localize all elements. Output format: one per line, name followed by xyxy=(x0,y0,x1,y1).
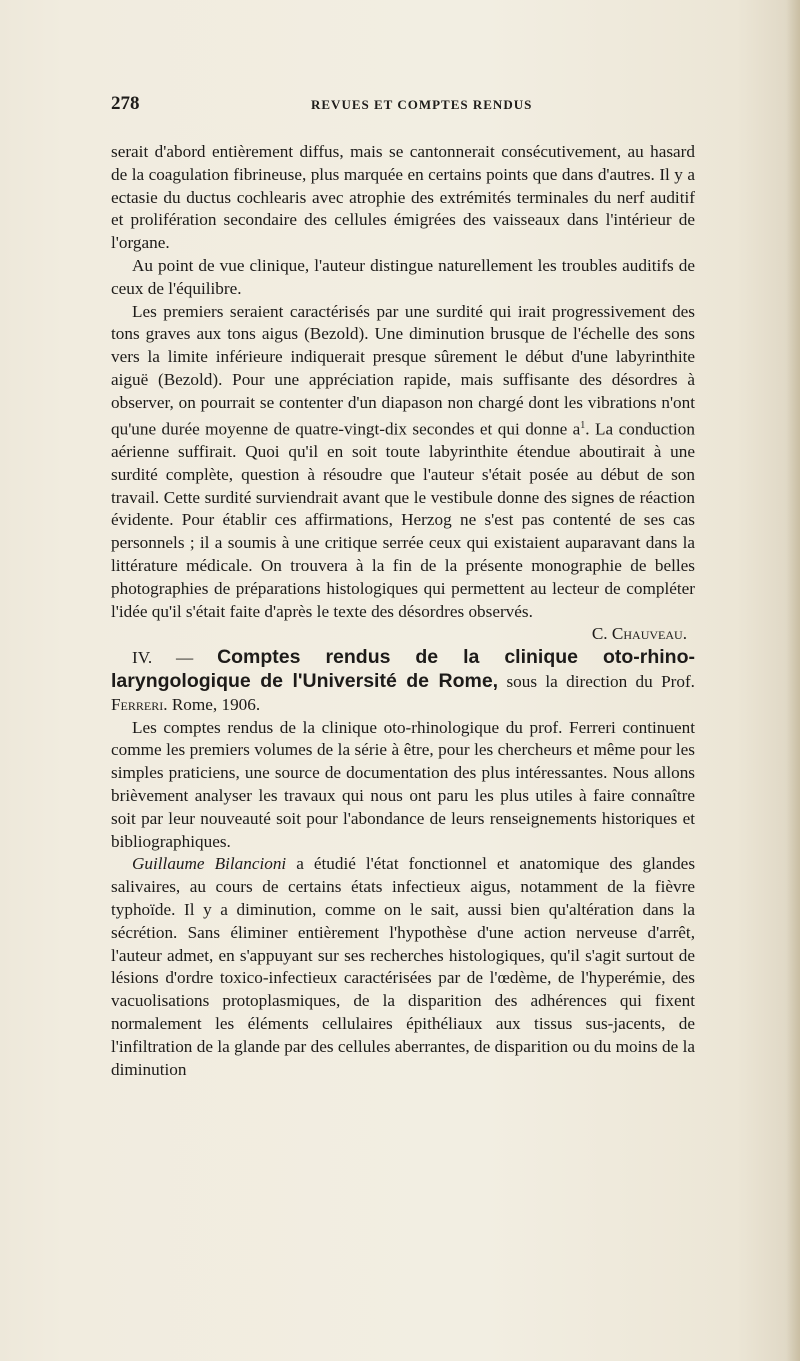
paragraph-auditory-troubles xyxy=(111,301,695,624)
section-place-date: . Rome, 1906. xyxy=(163,694,261,714)
body-text xyxy=(111,141,695,1081)
signature-name: Chauveau. xyxy=(611,624,687,644)
section-title: Comptes rendus de la clinique oto-rhino-laryngologique de l'Université de Rome, xyxy=(111,646,695,693)
paragraph-text: Les premiers seraient caractérisés par une surdité qui irait progressivement des tons graves aux tons aigus (Bezold). Une diminution brusque de l'échelle des sons vers la limite inférieure indiquerait presque sûrement le début d'une labyrinthite aiguë (Bezold). Pour une appréciation rapide, mais suffisante des désordres à observer, on pourrait se contenter d'un diapason non chargé dont les vibrations n'ont qu'une durée moyenne de quatre-vingt-dix secondes et qui donne a xyxy=(111,301,695,439)
page-header xyxy=(111,93,691,117)
signature xyxy=(111,623,695,646)
paragraph-text: a étudié l'état fonctionnel et anatomique des glandes salivaires, au cours de certains états infectieux aigus, notamment de la fièvre typhoïde. Il y a diminution, comme on le sait, aussi bien qu'altération dans la sécrétion. Sans éliminer entièrement l'hypothèse d'une action nerveuse d'arrêt, l'auteur admet, en s'appuyant sur ses recherches histologiques, qu'il s'agit surtout de lésions d'ordre toxico-infectieux caractérisées par de l'œdème, de l'hyperémie, des vacuolisations protoplasmiques, de la disparition des adhérences qui fixent normalement les éléments cellulaires épithéliaux aux tissus sus-jacents, de l'infiltration de la glande par des cellules aberrantes, de disparition ou du moins de la diminution xyxy=(111,854,696,1079)
section-heading xyxy=(111,646,695,716)
paragraph-review-intro: Les comptes rendus de la clinique oto-rhinologique du prof. Ferreri continuent comme les premiers volumes de la série à être, pour les chercheurs et même pour les simples praticiens, une source de documentation des plus intéressantes. Nous allons brièvement analyser les travaux qui nous ont paru les plus utiles à faire connaître soit par leur nouveauté soit pour l'abondance de leurs renseignements historiques et bibliographiques. xyxy=(111,717,695,851)
paragraph-bilancioni xyxy=(111,853,695,1081)
signature-initial: C. xyxy=(591,624,612,644)
paragraph-text: . La conduction aérienne suffirait. Quoi qu'il en soit toute labyrinthite étendue aboutirait à une surdité complète, question à résoudre que l'auteur s'était posée au début de son travail. Cette surdité surviendrait avant que le vestibule donne des signes de réaction évidente. Pour établir ces affirmations, Herzog ne s'est pas contenté de ses cas personnels ; il a soumis à une critique serrée ceux qui existaient auparavant dans la littérature médicale. On trouvera à la fin de la présente monographie de belles photographies de préparations histologiques qui permettent au lecteur de compléter l'idée qu'il s'était faite d'après le texte des désordres observés. xyxy=(111,419,695,621)
section-subtitle: sous la direction du Prof. xyxy=(498,672,695,692)
page-edge-shadow xyxy=(786,0,800,1361)
running-head: REVUES ET COMPTES RENDUS xyxy=(311,97,533,112)
section-director: Ferreri xyxy=(111,694,164,714)
page-number: 278 xyxy=(111,93,140,114)
section-number: IV. — xyxy=(132,648,218,668)
footnote-marker: 1 xyxy=(580,419,586,431)
paragraph-continued: serait d'abord entièrement diffus, mais se cantonnerait consécutivement, au hasard de la coagulation fibrineuse, plus marquée en certains points que dans d'autres. Il y a ectasie du ductus cochlearis avec atrophie des extrémités terminales du nerf auditif et prolifération secondaire des cellules émigrées des vaisseaux dans l'intérieur de l'organe. xyxy=(111,142,695,253)
paragraph-clinical: Au point de vue clinique, l'auteur distingue naturellement les troubles auditifs de ceux de l'équilibre. xyxy=(111,255,695,298)
author-name: Guillaume Bilancioni xyxy=(132,854,287,874)
